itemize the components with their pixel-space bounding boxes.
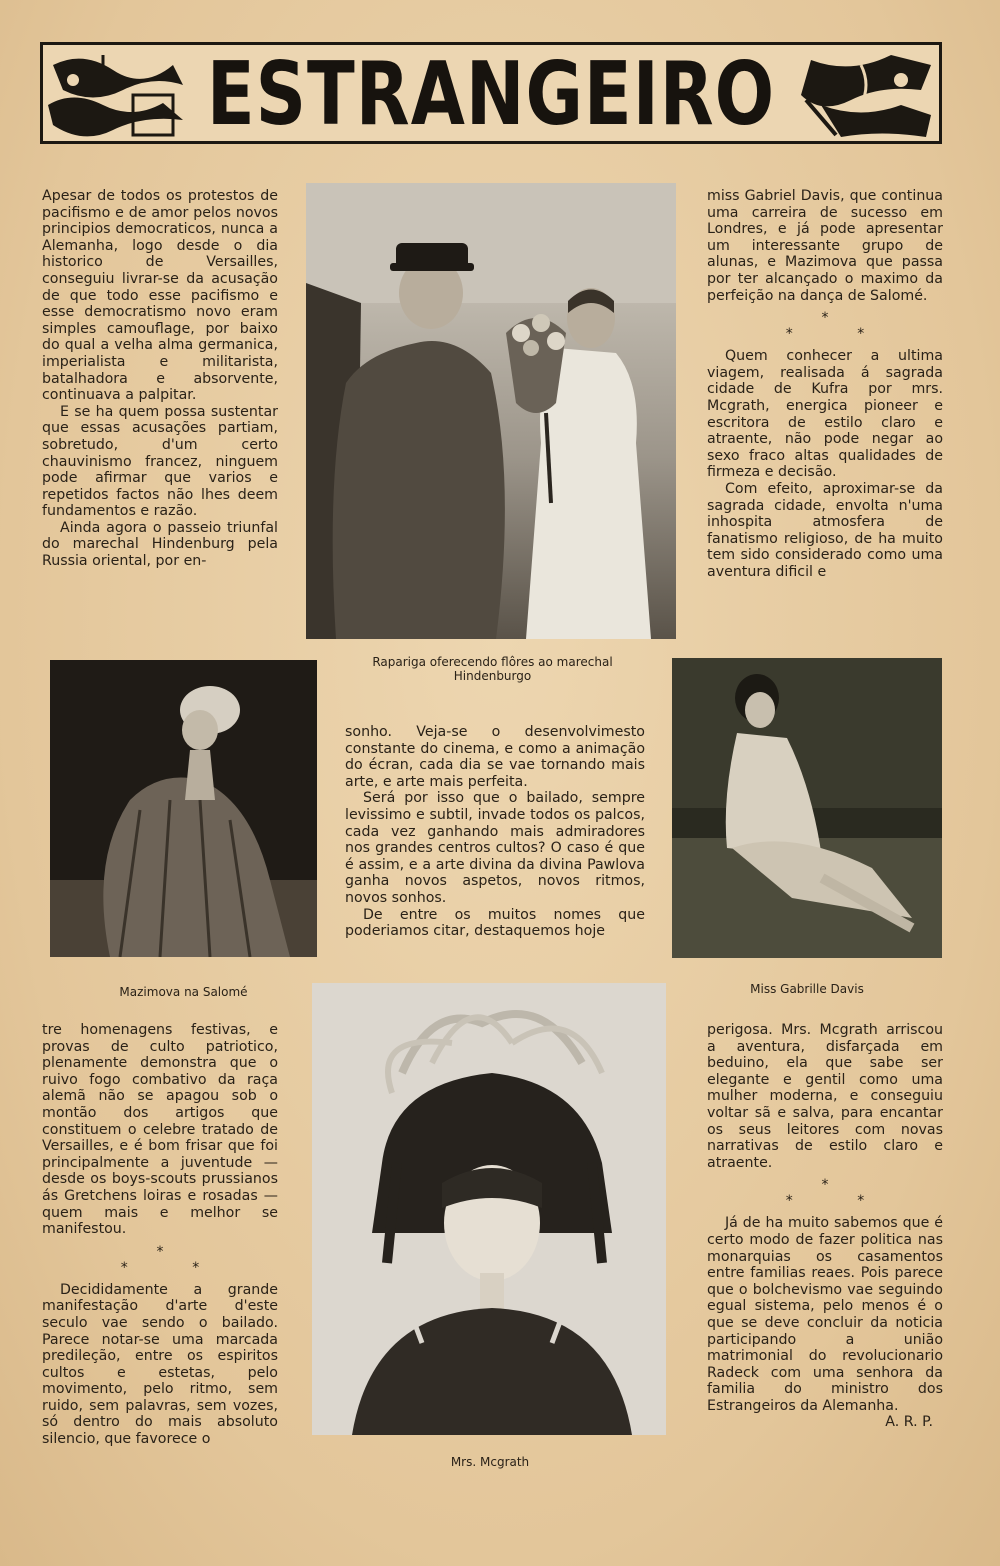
paragraph [345,790,645,906]
paragraph [707,481,943,581]
caption-gabrille-davis: Miss Gabrille Davis [750,982,864,996]
article-text: Com efeito, aproximar-se da sagrada cidade, envolta n'uma inhospita atmosfera de fanatismo religioso, de ha muito tem sido considerado como uma aventura dificil e [707,480,943,580]
photo-mazimova [50,660,317,957]
article-text: sonho. Veja-se o desenvolvimesto constante do cinema, e como a animação do écran, cada dia se vae tornando mais arte, e arte mais perfeita. [345,724,645,790]
article-text: tre homenagens festivas, e provas de culto patriotico, plenamente demonstra que o ruivo fogo combativo da raça alemã não se apagou sob o montão dos artigos que constituem o celebre tratado de Versailles, e é bom frisar que foi principalmente a juventude — desde os boys-scouts prussianos ás Gretchens loiras e rosadas — quem mais e melhor se manifestou. [42,1022,278,1238]
caption-mazimova: Mazimova na Salomé [119,985,248,999]
separator-stars: * * [120,1259,230,1276]
article-text: Ainda agora o passeio triunfal do marechal Hindenburg pela Russia oriental, por en- [42,519,278,570]
paragraph [345,724,645,790]
photo-hindenburg [306,183,676,639]
paragraph [707,1022,943,1171]
section-separator [42,1244,278,1276]
photo-gabrille-davis [672,658,942,958]
paragraph [707,1215,943,1414]
article-text: Decididamente a grande manifestação d'arte d'este seculo vae sendo o bailado. Parece notar-se uma marcada predileção, entre os espiritos cultos e estetas, pelo movimento, pelo ritmo, sem ruido, sem palavras, sem vozes, só dentro do mais absoluto silencio, que favorece o [42,1281,278,1448]
paragraph [42,1022,278,1238]
article-text: Quem conhecer a ultima viagem, realisada á sagrada cidade de Kufra por mrs. Mcgrath, energica pioneer e escritora de estilo claro e atraente, não pode negar ao sexo fraco altas qualidades de firmeza e decisão. [707,348,943,481]
paragraph [707,348,943,481]
separator-star: * [156,1243,164,1260]
article-text: De entre os muitos nomes que poderiamos citar, destaquemos hoje [345,906,645,940]
article-column-1-bottom [42,1022,278,1448]
article-text: Apesar de todos os protestos de pacifismo e de amor pelos novos principios democraticos, nunca a Alemanha, logo desde o dia historico de Versailles, conseguiu livrar-se da acusação de que todo esse pacifismo e esse democratismo novo eram simples camouflage, por baixo do qual a velha alma germanica, imperialista e militarista, batalhadora e absorvente, continuava a palpitar. [42,188,278,404]
header-title: ESTRANGEIRO [206,42,776,146]
article-column-3-bottom [707,1022,943,1431]
section-header [40,42,942,144]
separator-star: * [821,1177,829,1194]
caption-mcgrath: Mrs. Mcgrath [450,1455,530,1469]
header-ornament-right [791,45,939,141]
paragraph [42,188,278,404]
article-column-1-top [42,188,278,570]
paragraph [42,404,278,520]
article-text: E se ha quem possa sustentar que essas acusações partiam, sobretudo, d'um certo chauvinismo francez, ninguem pode afirmar que varios e repetidos factos não lhes deem fundamentos e razão. [42,403,278,520]
article-text: Será por isso que o bailado, sempre levissimo e subtil, invade todos os palcos, cada vez ganhando mais admiradores nos grandes centros cultos? O caso é que é assim, e a arte divina da divina Pawlova ganha novos aspetos, novos ritmos, novos sonhos. [345,790,645,906]
article-text: perigosa. Mrs. Mcgrath arriscou a aventura, disfarçada em beduino, ela que sabe ser elegante e gentil como uma mulher moderna, e conseguiu voltar sã e salva, para encantar os seus leitores com novas narrativas de estilo claro e atraente. [707,1022,943,1171]
paragraph [345,907,645,940]
separator-star: * [821,310,829,327]
section-separator [707,310,943,342]
article-column-3-top [707,188,943,580]
photo-mcgrath [312,983,666,1435]
paragraph [707,188,943,304]
separator-stars: * * [785,326,895,343]
section-separator [707,1177,943,1209]
paragraph [42,520,278,570]
author-signature: A. R. P. [885,1414,933,1431]
article-text: miss Gabriel Davis, que continua uma carreira de sucesso em Londres, e já pode apresentar um interessante grupo de alunas, e Mazimova que passa por ter alcançado o maximo da perfeição na dança de Salomé. [707,188,943,304]
article-text: Já de ha muito sabemos que é certo modo de fazer politica nas monarquias os casamentos entre familias reaes. Pois parece que o bolchevismo vae seguindo egual sistema, pelo menos é o que se deve concluir da noticia participando a união matrimonial do revolucionario Radeck com uma senhora da familia do ministro dos Estrangeiros da Alemanha. [707,1215,943,1414]
caption-hindenburg: Rapariga oferecendo flôres ao marechal Hindenburgo [372,655,613,683]
paragraph [42,1282,278,1448]
article-column-2-middle [345,724,645,940]
separator-stars: * * [785,1193,895,1210]
header-ornament-left [43,45,191,141]
